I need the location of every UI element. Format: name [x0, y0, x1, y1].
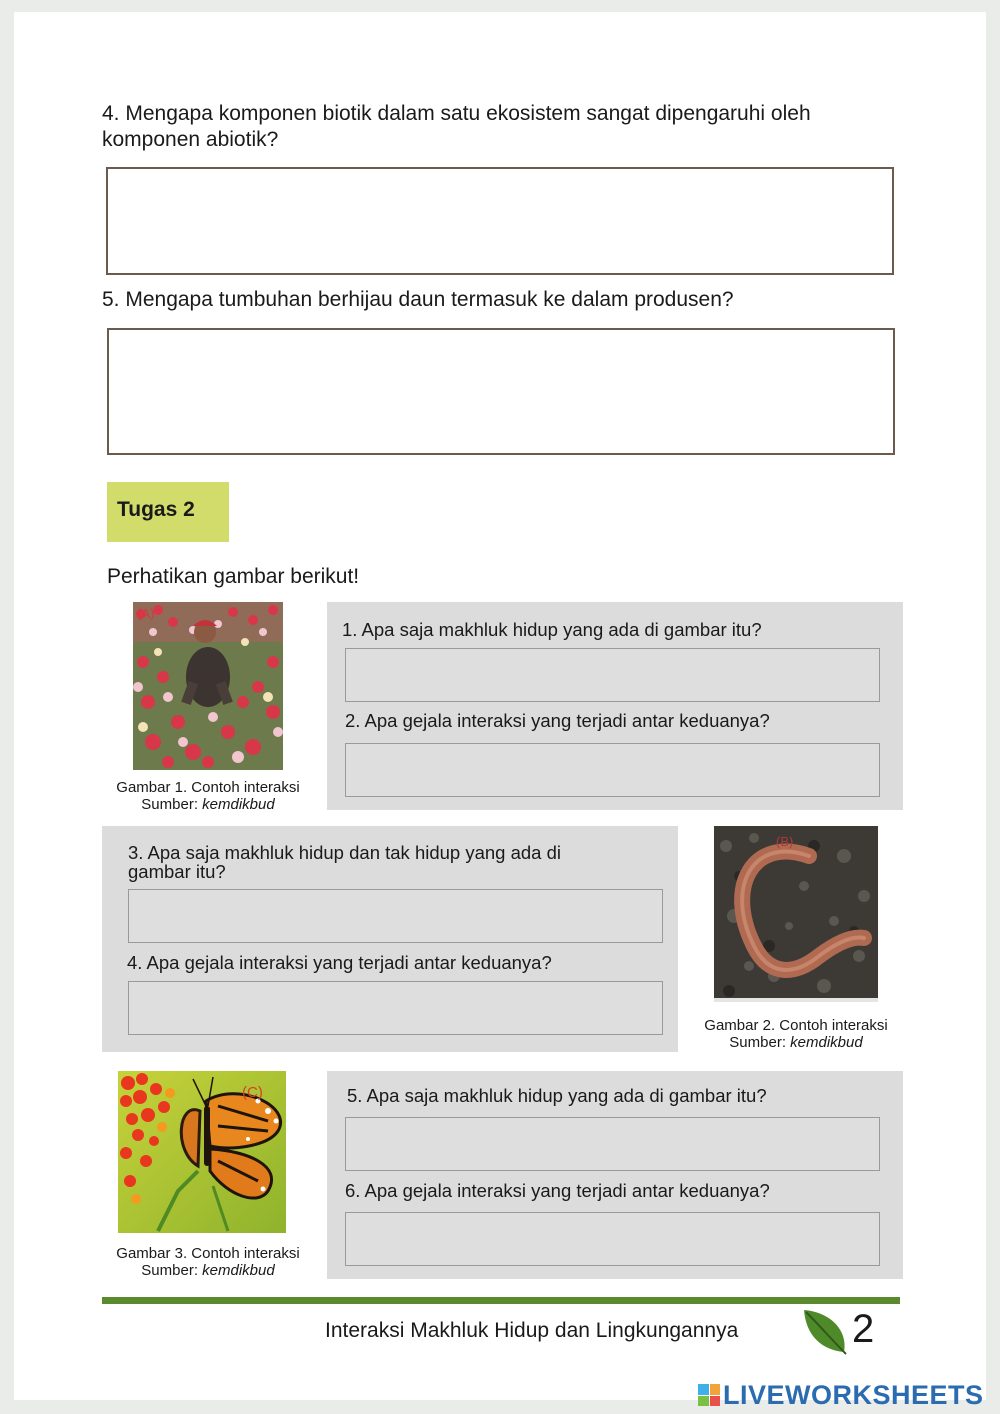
butterfly-illustration — [118, 1071, 286, 1233]
figure-a-source-label: Sumber: — [141, 796, 203, 813]
flower-field-illustration — [133, 602, 283, 770]
figure-c-source-label: Sumber: — [141, 1262, 203, 1279]
footer-divider — [102, 1297, 900, 1304]
figure-c-image — [118, 1071, 286, 1233]
figure-c-caption-title: Gambar 3. Contoh interaksi — [116, 1245, 300, 1262]
answer-box-4[interactable] — [128, 981, 663, 1035]
leaf-icon-svg — [800, 1306, 852, 1358]
answer-box-5[interactable] — [345, 1117, 880, 1171]
figure-b-source-label: Sumber: — [729, 1034, 791, 1051]
figure-b-tag: (B) — [776, 834, 794, 849]
figure-b-caption — [688, 1017, 904, 1051]
task-label-text: Tugas 2 — [117, 498, 195, 521]
earthworm-illustration — [714, 826, 878, 1002]
figure-c-source — [100, 1262, 316, 1279]
question-5b-text: 5. Apa saja makhluk hidup yang ada di gambar itu? — [347, 1085, 767, 1106]
answer-box-q4[interactable] — [106, 167, 894, 275]
figure-b-source — [688, 1034, 904, 1051]
answer-box-3[interactable] — [128, 889, 663, 943]
question-4b-text: 4. Apa gejala interaksi yang terjadi antar keduanya? — [127, 952, 552, 973]
liveworksheets-badge-icon — [698, 1384, 720, 1406]
figure-a-source — [100, 796, 316, 813]
task-instruction: Perhatikan gambar berikut! — [107, 565, 360, 588]
task-label — [107, 482, 229, 542]
question-3-text: 3. Apa saja makhluk hidup dan tak hidup yang ada di gambar itu? — [128, 842, 562, 882]
page-number: 2 — [852, 1307, 875, 1351]
liveworksheets-text: LIVEWORKSHEETS — [723, 1379, 984, 1410]
answer-box-1[interactable] — [345, 648, 880, 702]
figure-c-caption — [100, 1245, 316, 1279]
question-2-text: 2. Apa gejala interaksi yang terjadi antar keduanya? — [345, 710, 770, 731]
question-4-text: 4. Mengapa komponen biotik dalam satu ekosistem sangat dipengaruhi oleh komponen abiotik? — [102, 102, 811, 151]
question-1-text: 1. Apa saja makhluk hidup yang ada di gambar itu? — [342, 619, 762, 640]
answer-box-6[interactable] — [345, 1212, 880, 1266]
figure-b-caption-title: Gambar 2. Contoh interaksi — [704, 1017, 888, 1034]
figure-b-source-name: kemdikbud — [790, 1034, 863, 1051]
figure-c-tag: (C) — [242, 1084, 263, 1101]
figure-c-source-name: kemdikbud — [202, 1262, 275, 1279]
figure-a-caption — [100, 779, 316, 813]
figure-a-tag: (A) — [137, 606, 155, 621]
figure-a-image — [133, 602, 283, 770]
figure-a-caption-title: Gambar 1. Contoh interaksi — [116, 779, 300, 796]
answer-box-2[interactable] — [345, 743, 880, 797]
answer-box-q5[interactable] — [107, 328, 895, 455]
figure-b-image — [714, 826, 878, 1002]
leaf-icon — [800, 1306, 852, 1363]
footer-title: Interaksi Makhluk Hidup dan Lingkungannya — [325, 1319, 739, 1342]
question-5-text: 5. Mengapa tumbuhan berhijau daun termasuk ke dalam produsen? — [102, 288, 734, 311]
liveworksheets-logo[interactable] — [698, 1379, 984, 1411]
question-6-text: 6. Apa gejala interaksi yang terjadi antar keduanya? — [345, 1180, 770, 1201]
figure-a-source-name: kemdikbud — [202, 796, 275, 813]
